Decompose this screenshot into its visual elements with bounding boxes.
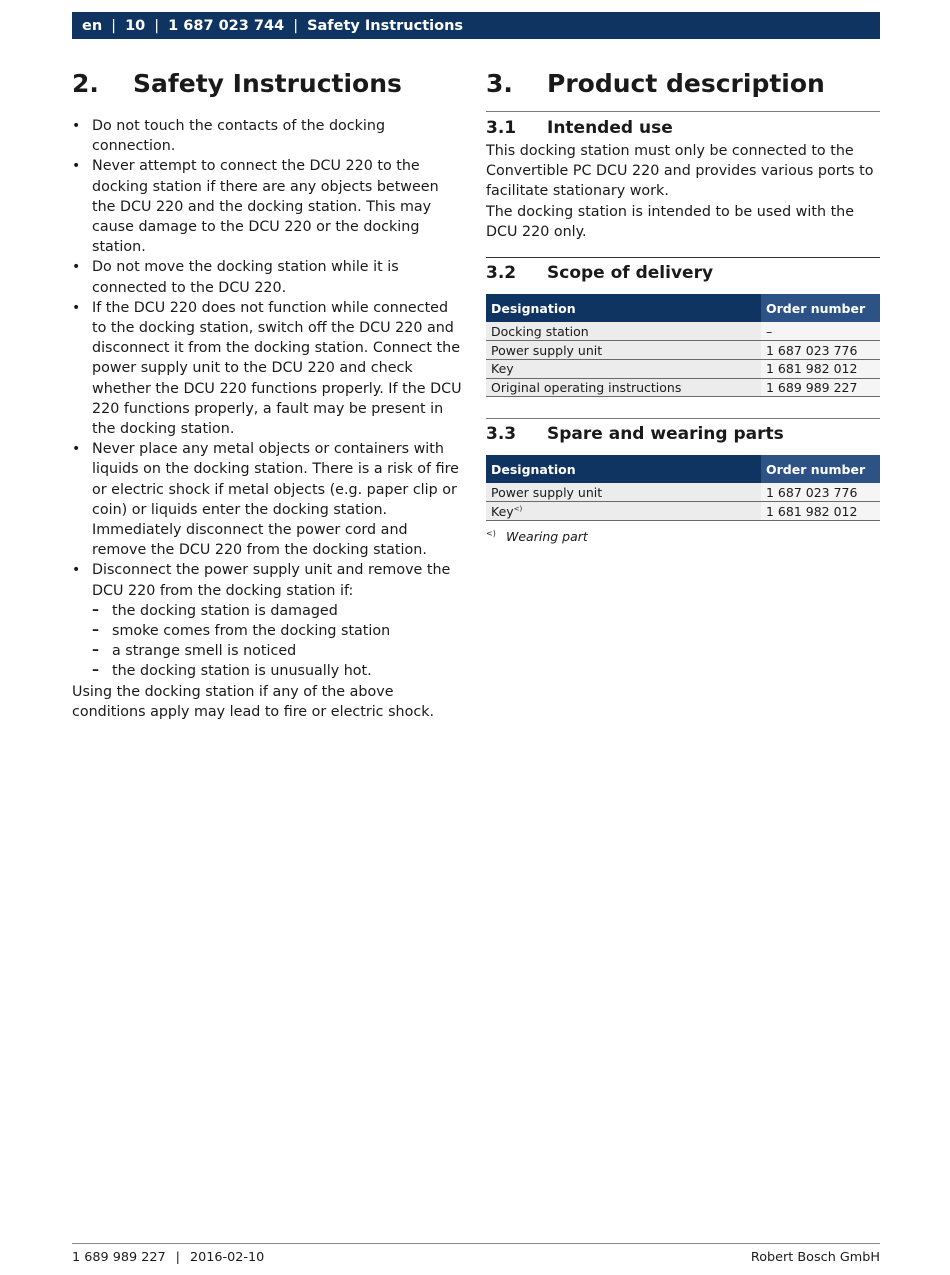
- column-header-designation: Designation: [486, 455, 761, 483]
- header-separator: |: [111, 17, 117, 34]
- bullet-item: • If the DCU 220 does not function while connected to the docking station, switch off the DCU 220 and disconnect it from the docking station. Connect the power supply unit to the DCU 220 and check whether the DCU 220 functions properly. If the DCU 220 functions properly, a fault may be present in the docking station.: [72, 298, 464, 439]
- bullet-item: • Never attempt to connect the DCU 220 to the docking station if there are any objects between the DCU 220 and the docking station. This may cause damage to the DCU 220 or the docking station.: [72, 156, 464, 257]
- subheading-number: 3.2: [486, 263, 517, 284]
- cell-order-number: 1 681 982 012: [761, 502, 880, 521]
- section-heading-safety: [72, 64, 464, 102]
- section-heading-product: [486, 64, 880, 102]
- heading-number: 3.: [486, 68, 513, 98]
- footnote-marker: <): [486, 529, 496, 539]
- cell-designation: Original operating instructions: [486, 378, 761, 397]
- subsection-heading-spare-parts: [486, 421, 880, 447]
- footer-company: Robert Bosch GmbH: [750, 1250, 880, 1265]
- section-divider: [486, 257, 880, 258]
- scope-of-delivery-table: [486, 294, 880, 397]
- footer-document-number: 1 689 989 227: [72, 1250, 166, 1265]
- running-header: [72, 12, 880, 39]
- bullet-item: • Do not move the docking station while it is connected to the DCU 220.: [72, 257, 464, 297]
- left-column: [72, 64, 464, 722]
- heading-title: Safety Instructions: [133, 68, 402, 98]
- cell-designation-text: Key: [491, 503, 514, 519]
- subsection-heading-scope: [486, 260, 880, 286]
- table-row: [486, 359, 880, 378]
- spare-parts-table: [486, 455, 880, 521]
- cell-designation: Key: [486, 359, 761, 378]
- footer-date: 2016-02-10: [189, 1250, 265, 1265]
- header-document-number: 1 687 023 744: [168, 17, 285, 34]
- header-section-title: Safety Instructions: [307, 17, 464, 34]
- dash-item: – smoke comes from the docking station: [92, 621, 464, 641]
- table-row: [486, 502, 880, 521]
- subheading-number: 3.1: [486, 118, 517, 138]
- intended-use-paragraph: The docking station is intended to be used with the DCU 220 only.: [486, 203, 855, 240]
- bullet-item: • Do not touch the contacts of the docking connection.: [72, 116, 464, 156]
- table-header-row: [486, 294, 880, 322]
- header-separator: |: [154, 17, 160, 34]
- cell-order-number: –: [761, 322, 880, 341]
- heading-title: Product description: [547, 68, 825, 98]
- table-row: [486, 483, 880, 502]
- page-footer: [72, 1250, 880, 1265]
- header-separator: |: [293, 17, 299, 34]
- bullet-item-text: Disconnect the power supply unit and remove the DCU 220 from the docking station if:: [92, 562, 451, 599]
- cell-order-number: 1 687 023 776: [761, 483, 880, 502]
- footnote-text: Wearing part: [506, 529, 588, 545]
- cell-designation-with-footnote: [486, 502, 761, 521]
- header-page-number: 10: [125, 17, 146, 34]
- subheading-title: Scope of delivery: [547, 263, 714, 284]
- cell-order-number: 1 681 982 012: [761, 359, 880, 378]
- subheading-number: 3.3: [486, 424, 517, 445]
- table-row: [486, 322, 880, 341]
- footer-separator: |: [175, 1250, 180, 1265]
- wearing-part-footnote: [486, 529, 880, 544]
- subheading-title: Intended use: [547, 118, 673, 138]
- header-language: en: [82, 17, 103, 34]
- subsection-heading-intended-use: [486, 115, 880, 141]
- table-row: [486, 341, 880, 360]
- section-divider: [486, 111, 880, 112]
- cell-order-number: 1 689 989 227: [761, 378, 880, 397]
- dash-item: – the docking station is unusually hot.: [92, 661, 464, 681]
- cell-designation: Power supply unit: [486, 341, 761, 360]
- footer-doc-info: [72, 1250, 264, 1265]
- table-row: [486, 378, 880, 397]
- bullet-item: • Never place any metal objects or containers with liquids on the docking station. There is a risk of fire or electric shock if metal objects (e.g. paper clip or coin) or liquids enter the docking station. Immediately disconnect the power cord and remove the DCU 220 from the docking station.: [72, 439, 464, 560]
- subheading-title: Spare and wearing parts: [547, 424, 784, 445]
- table-header-row: [486, 455, 880, 483]
- column-header-order-number: Order number: [761, 294, 880, 322]
- footer-divider: [72, 1243, 880, 1244]
- dash-item: – a strange smell is noticed: [92, 641, 464, 661]
- cell-designation: Power supply unit: [486, 483, 761, 502]
- closing-warning: Using the docking station if any of the above conditions apply may lead to fire or electric shock.: [72, 683, 435, 720]
- section-divider: [486, 418, 880, 419]
- column-header-order-number: Order number: [761, 455, 880, 483]
- safety-bullet-list: [72, 116, 464, 682]
- right-column: [486, 64, 880, 544]
- intended-use-paragraph: This docking station must only be connected to the Convertible PC DCU 220 and provides various ports to facilitate stationary work.: [486, 143, 874, 200]
- column-header-designation: Designation: [486, 294, 761, 322]
- cell-order-number: 1 687 023 776: [761, 341, 880, 360]
- heading-number: 2.: [72, 68, 99, 98]
- dash-item: – the docking station is damaged: [92, 601, 464, 621]
- condition-dash-list: [92, 601, 464, 682]
- footnote-marker: <): [513, 504, 523, 513]
- cell-designation: Docking station: [486, 322, 761, 341]
- bullet-item-with-sublist: [72, 560, 464, 681]
